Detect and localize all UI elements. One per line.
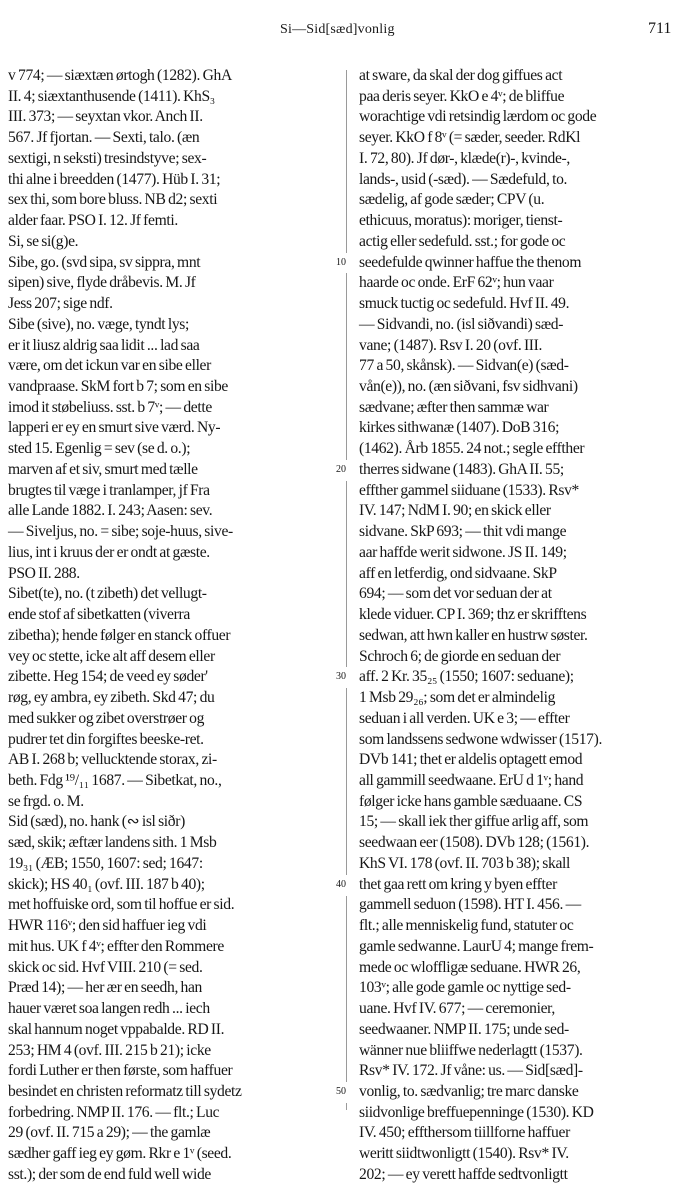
text-line: sextigi, n seksti) tresindstyve; sex- bbox=[8, 149, 207, 167]
text-line: (1462). Årb 1855. 24 not.; segle effther bbox=[359, 440, 585, 458]
text-line: Sibe (sive), no. væge, tyndt lys; bbox=[8, 315, 189, 333]
text-line: røg, ey ambra, ey zibeth. Skd 47; du bbox=[8, 689, 215, 707]
text-line: sæd, skik; æftær landens sith. 1 Msb bbox=[8, 834, 217, 852]
text-line: zibetha); hende følger en stanck offuer bbox=[8, 626, 231, 644]
text-line: Jess 207; sige ndf. bbox=[8, 295, 113, 313]
page-number: 711 bbox=[648, 20, 672, 37]
text-line: haarde oc onde. ErF 62ᵛ; hun vaar bbox=[359, 274, 554, 292]
text-line: seduan i all verden. UK e 3; — effter bbox=[359, 709, 570, 727]
text-line: KhS VI. 178 (ovf. II. 703 b 38); skall bbox=[359, 854, 570, 872]
text-line: alle Lande 1882. I. 243; Aasen: sev. bbox=[8, 502, 213, 520]
text-line: se frgd. o. M. bbox=[8, 792, 84, 810]
text-line: vonlig, to. sædvanlig; tre marc danske bbox=[359, 1082, 579, 1100]
text-line: være, om det ickun var en sibe eller bbox=[8, 357, 211, 375]
text-line: aff en letferdig, ond sidvaane. SkP bbox=[359, 564, 557, 582]
text-line: II. 4; siæxtanthusende (1411). KhS₃ bbox=[8, 87, 215, 105]
text-line: beth. Fdg ¹⁹/₁₁ 1687. — Sibetkat, no., bbox=[8, 771, 222, 789]
text-line: wänner nue bliiffwe nederlagtt (1537). bbox=[359, 1041, 583, 1059]
text-line: PSO II. 288. bbox=[8, 564, 80, 582]
text-line: therres sidwane (1483). GhA II. 55; bbox=[359, 460, 564, 478]
text-line: v 774; — siæxtæn ørtogh (1282). GhA bbox=[8, 67, 232, 84]
text-line: at sware, da skal der dog giffues act bbox=[359, 67, 563, 84]
text-line: skick oc sid. Hvf VIII. 210 (= sed. bbox=[8, 958, 203, 976]
text-line: skick); HS 40₁ (ovf. III. 187 b 40); bbox=[8, 875, 205, 893]
text-line: zibette. Heg 154; de veed ey søder' bbox=[8, 668, 208, 686]
text-line: følger icke hans gamble sæduaane. CS bbox=[359, 792, 583, 810]
text-line: ende stof af sibetkatten (viverra bbox=[8, 606, 190, 624]
text-line: I. 72, 80). Jf dør-, klæde(r)-, kvinde-, bbox=[359, 149, 570, 167]
text-line: Præd 14); — her ær en seedh, han bbox=[8, 979, 203, 997]
text-line: vane; (1487). Rsv I. 20 (ovf. III. bbox=[359, 336, 543, 354]
text-line: paa deris seyer. KkO e 4ᵛ; de bliffue bbox=[359, 87, 565, 105]
text-line: 19₃₁ (ÆB; 1550, 1607: sed; 1647: bbox=[8, 854, 203, 872]
text-line: vey oc stette, icke alt aff desem eller bbox=[8, 647, 215, 665]
text-line: 253; HM 4 (ovf. III. 215 b 21); icke bbox=[8, 1041, 211, 1059]
text-line: all gammill seedwaane. ErU d 1ᵛ; hand bbox=[359, 771, 584, 789]
text-line: 103ᵛ; alle gode gamle oc nyttige sed- bbox=[359, 979, 571, 997]
text-line: Sid (sæd), no. hank (∾ isl siðr) bbox=[8, 813, 185, 831]
column-divider bbox=[346, 70, 347, 1110]
text-line: lands-, usid (-sæd). — Sædefuld, to. bbox=[359, 170, 568, 188]
text-line: thet gaa rett om kring y byen effter bbox=[359, 875, 557, 893]
text-line: imod it støbeliuss. sst. b 7ᵛ; — dette bbox=[8, 398, 212, 416]
text-line: IV. 147; NdM I. 90; en skick eller bbox=[359, 502, 551, 520]
text-line: med sukker og zibet overstrøer og bbox=[8, 709, 205, 727]
text-line: besindet en christen reformatz till sydetz bbox=[8, 1082, 242, 1100]
text-line: lapperi er ey en smurt sive værd. Ny- bbox=[8, 419, 221, 437]
text-line: seyer. KkO f 8ᵛ (= sæder, seeder. RdKl bbox=[359, 129, 581, 147]
text-line: aff. 2 Kr. 35₂₅ (1550; 1607: seduane); bbox=[359, 668, 574, 686]
left-column bbox=[8, 66, 338, 1186]
text-line: sex thi, som bore bluss. NB d2; sexti bbox=[8, 191, 218, 209]
text-line: HWR 116ᵛ; den sid haffuer ieg vdi bbox=[8, 917, 207, 935]
text-line: er it liusz aldrig saa lidit ... lad saa bbox=[8, 336, 200, 354]
text-line: — Sidvandi, no. (isl siðvandi) sæd- bbox=[359, 315, 564, 333]
text-line: pudrer tet din forgiftes beeske-ret. bbox=[8, 730, 204, 748]
text-line: som landssens sedwone wdwisser (1517). bbox=[359, 730, 602, 748]
text-line: sædelig, af gode sæder; CPV (u. bbox=[359, 191, 545, 209]
text-line: sidvane. SkP 693; — thit vdi mange bbox=[359, 523, 567, 541]
text-line: seedefulde qwinner haffue the thenom bbox=[359, 253, 582, 271]
text-line: IV. 450; effthersom tiillforne haffuer bbox=[359, 1124, 570, 1142]
text-line: seedwaan eer (1508). DVb 128; (1561). bbox=[359, 834, 590, 852]
text-line: sædvane; æfter then sammæ war bbox=[359, 398, 549, 416]
text-line: effther gammel siiduane (1533). Rsv* bbox=[359, 481, 579, 499]
text-line: smuck tuctig oc sedefuld. Hvf II. 49. bbox=[359, 295, 570, 313]
right-column bbox=[359, 66, 681, 1186]
text-line: 1 Msb 29₂₆; som det er almindelig bbox=[359, 689, 556, 707]
text-line: met hoffuiske ord, som til hoffue er sid. bbox=[8, 896, 235, 914]
text-line: DVb 141; thet er aldelis optagett emod bbox=[359, 751, 583, 769]
text-line: mede oc wloffligæ seduane. HWR 26, bbox=[359, 958, 581, 976]
text-line: Si, se si(g)e. bbox=[8, 232, 79, 250]
text-line: marven af et siv, smurt med tælle bbox=[8, 460, 198, 478]
text-line: AB I. 268 b; vellucktende storax, zi- bbox=[8, 751, 217, 769]
text-line: flt.; alle menniskelig fund, statuter oc bbox=[359, 917, 574, 935]
text-line: lius, int i kruus der er ondt at gæste. bbox=[8, 543, 210, 561]
text-line: sst.); der som de end fuld well wide bbox=[8, 1165, 211, 1183]
text-line: 29 (ovf. II. 715 a 29); — the gamlæ bbox=[8, 1124, 211, 1142]
text-line: actig eller sedefuld. sst.; for gode oc bbox=[359, 232, 566, 250]
text-line: hauer været soa langen redh ... iech bbox=[8, 1000, 210, 1018]
text-line: 567. Jf fjortan. — Sexti, talo. (æn bbox=[8, 129, 200, 147]
text-line: sipen) sive, flyde dråbevis. M. Jf bbox=[8, 274, 196, 292]
margin-line-number: 40 bbox=[335, 875, 347, 896]
text-line: aar haffde werit sidwone. JS II. 149; bbox=[359, 543, 567, 561]
text-line: forbedring. NMP II. 176. — flt.; Luc bbox=[8, 1103, 220, 1121]
text-line: mit hus. UK f 4ᵛ; effter den Rommere bbox=[8, 937, 224, 955]
text-line: Schroch 6; de giorde en seduan der bbox=[359, 647, 561, 665]
text-line: sædher gaff ieg ey gøm. Rkr e 1ᵛ (seed. bbox=[8, 1145, 232, 1163]
text-line: ethicuus, moratus): moriger, tienst- bbox=[359, 212, 563, 230]
margin-line-number: 50 bbox=[335, 1082, 347, 1103]
text-line: Sibe, go. (svd sipa, sv sippra, mnt bbox=[8, 253, 201, 271]
text-line: worachtige vdi retsindig lærdom oc gode bbox=[359, 108, 597, 126]
text-line: vandpraase. SkM fort b 7; som en sibe bbox=[8, 378, 228, 396]
text-line: fordi Luther er then første, som haffuer bbox=[8, 1062, 233, 1080]
text-line: siidvonlige breffuepenninge (1530). KD bbox=[359, 1103, 594, 1121]
margin-line-number: 20 bbox=[335, 460, 347, 481]
text-line: 694; — som det vor seduan der at bbox=[359, 585, 552, 603]
text-line: uane. Hvf IV. 677; — ceremonier, bbox=[359, 1000, 555, 1018]
text-line: gammell seduon (1598). HT I. 456. — bbox=[359, 896, 581, 914]
text-line: Rsv* IV. 172. Jf våne: us. — Sid[sæd]- bbox=[359, 1062, 583, 1080]
text-line: alder faar. PSO I. 12. Jf femti. bbox=[8, 212, 178, 230]
text-line: brugtes til væge i tranlamper, jf Fra bbox=[8, 481, 210, 499]
text-line: 15; — skall iek ther giffue arlig aff, som bbox=[359, 813, 589, 831]
text-line: klede viduer. CP I. 369; thz er skrifftens bbox=[359, 606, 587, 624]
text-line: sedwan, att hwn kaller en hustrw søster. bbox=[359, 626, 588, 644]
text-line: vån(e)), no. (æn siðvani, fsv sidhvani) bbox=[359, 378, 578, 396]
text-line: — Siveljus, no. = sibe; soje-huus, sive- bbox=[8, 523, 233, 541]
margin-line-number: 10 bbox=[335, 253, 347, 274]
text-line: kirkes sithwanæ (1407). DoB 316; bbox=[359, 419, 560, 437]
text-line: III. 373; — seyxtan vkor. Anch II. bbox=[8, 108, 203, 126]
margin-line-number: 30 bbox=[335, 667, 347, 688]
running-header: Si—Sid[sæd]vonlig bbox=[280, 22, 395, 37]
text-line: 77 a 50, skånsk). — Sidvan(e) (sæd- bbox=[359, 357, 569, 375]
text-line: weritt siidtwonligtt (1540). Rsv* IV. bbox=[359, 1145, 569, 1163]
text-line: Sibet(te), no. (t zibeth) det vellugt- bbox=[8, 585, 207, 603]
text-line: thi alne i breedden (1477). Hüb I. 31; bbox=[8, 170, 221, 188]
text-line: 202; — ey verett haffde sedtvonligtt bbox=[359, 1165, 568, 1183]
text-line: sted 15. Egenlig = sev (se d. o.); bbox=[8, 440, 191, 458]
text-line: skal hannum noget vppabalde. RD II. bbox=[8, 1020, 225, 1038]
text-line: gamle sedwanne. LaurU 4; mange frem- bbox=[359, 937, 594, 955]
text-line: seedwaaner. NMP II. 175; unde sed- bbox=[359, 1020, 569, 1038]
